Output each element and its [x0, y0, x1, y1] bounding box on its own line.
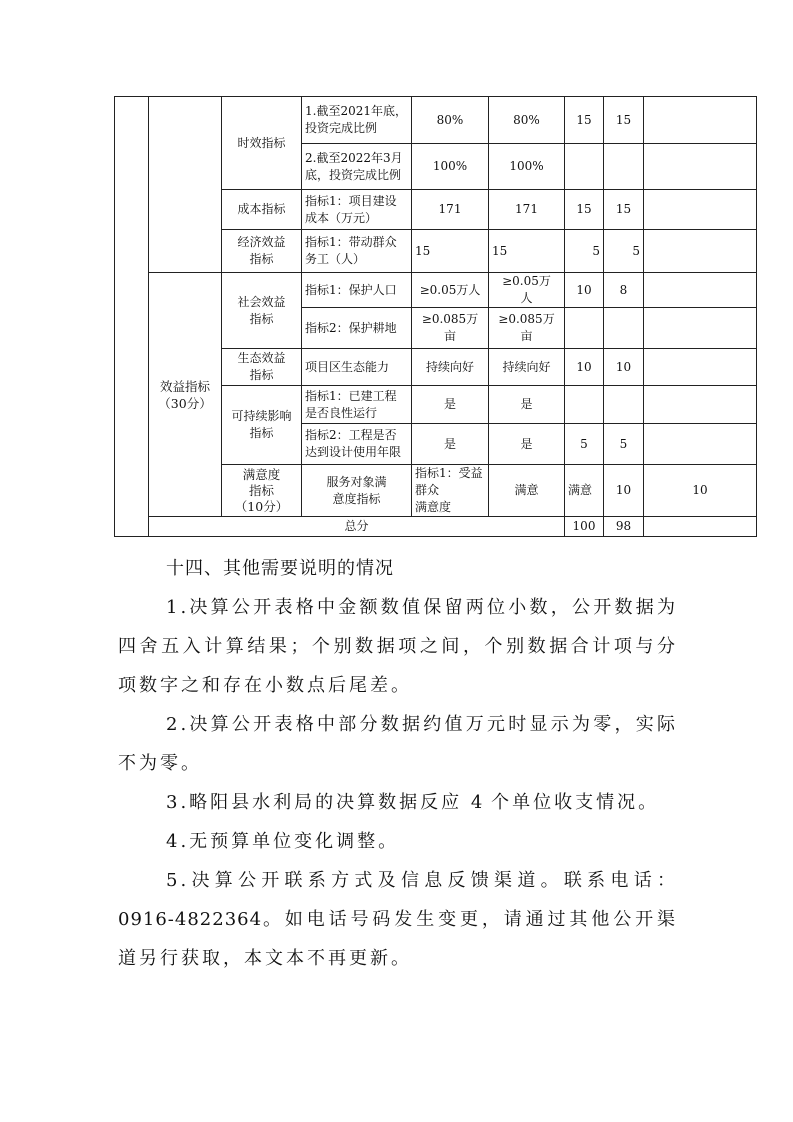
- target-value: 171: [412, 190, 489, 230]
- note-paragraph: [118, 861, 678, 978]
- target-value: ≥0.085万 亩: [412, 308, 489, 349]
- indicator-name: 指标1：保护人口: [302, 273, 412, 308]
- actual-value: 是: [489, 386, 565, 424]
- score-value: 5: [604, 230, 644, 273]
- actual-value: 100%: [489, 144, 565, 190]
- indicator-name: 指标1：带动群众 务工（人）: [302, 230, 412, 273]
- indicator-name: 指标1：已建工程 是否良性运行: [302, 386, 412, 424]
- satisfaction-group: 满意度 指标 （10分）: [222, 465, 302, 517]
- score-value: [604, 386, 644, 424]
- note-text: 。如电话号码发生变更，请通过其他公开渠道另行获取，本文本不再更新。: [118, 909, 678, 969]
- actual-value: 是: [489, 424, 565, 465]
- weight-value: 10: [565, 273, 604, 308]
- actual-value: 满意: [565, 465, 604, 517]
- performance-table: [114, 96, 757, 537]
- weight-value: 10: [604, 465, 644, 517]
- note-text: 个单位收支情况。: [491, 792, 660, 813]
- table-cell: [644, 190, 757, 230]
- indicator-category: 经济效益 指标: [222, 230, 302, 273]
- score-value: 15: [604, 190, 644, 230]
- indicator-name: 指标1：项目建设 成本（万元）: [302, 190, 412, 230]
- total-row: [115, 517, 757, 537]
- efficiency-group: 效益指标 （30分）: [149, 273, 222, 517]
- target-value: ≥0.05万人: [412, 273, 489, 308]
- weight-value: 5: [565, 424, 604, 465]
- table-row: [115, 97, 757, 144]
- target-value: 是: [412, 386, 489, 424]
- table-row: [115, 273, 757, 308]
- indicator-name: 项目区生态能力: [302, 349, 412, 386]
- weight-value: [565, 308, 604, 349]
- total-score: 98: [604, 517, 644, 537]
- weight-value: 15: [565, 97, 604, 144]
- weight-value: 10: [565, 349, 604, 386]
- table-cell: [115, 97, 149, 537]
- total-label: 总分: [149, 517, 565, 537]
- indicator-category: 可持续影响 指标: [222, 386, 302, 465]
- table-cell: [644, 144, 757, 190]
- section-heading: 十四、其他需要说明的情况: [166, 558, 394, 579]
- target-value: 持续向好: [412, 349, 489, 386]
- note-text: 3.略阳县水利局的决算数据反应: [166, 792, 463, 813]
- indicator-category: 服务对象满 意度指标: [302, 465, 412, 517]
- indicator-category: 社会效益 指标: [222, 273, 302, 349]
- table-cell: [644, 424, 757, 465]
- table-cell: [644, 517, 757, 537]
- score-value: 15: [604, 97, 644, 144]
- table-cell: [149, 97, 222, 273]
- score-value: [604, 144, 644, 190]
- table-cell: [644, 230, 757, 273]
- table-cell: [644, 349, 757, 386]
- phone-number: 0916-4822364: [118, 909, 263, 930]
- table-cell: [644, 308, 757, 349]
- weight-value: 15: [565, 190, 604, 230]
- note-paragraph: 2.决算公开表格中部分数据约值万元时显示为零，实际不为零。: [118, 714, 678, 774]
- indicator-category: 成本指标: [222, 190, 302, 230]
- notes-section: [118, 549, 678, 978]
- weight-value: [565, 144, 604, 190]
- note-number: 4: [470, 792, 483, 813]
- target-value: 15: [412, 230, 489, 273]
- indicator-name: 指标2：保护耕地: [302, 308, 412, 349]
- indicator-category: 时效指标: [222, 97, 302, 190]
- target-value: 80%: [412, 97, 489, 144]
- note-paragraph: [118, 783, 678, 822]
- table-cell: [644, 273, 757, 308]
- target-value: 是: [412, 424, 489, 465]
- table-cell: [644, 97, 757, 144]
- score-value: [604, 308, 644, 349]
- indicator-name: 指标1：受益群众 满意度: [412, 465, 489, 517]
- actual-value: 持续向好: [489, 349, 565, 386]
- score-value: 5: [604, 424, 644, 465]
- score-value: 10: [604, 349, 644, 386]
- actual-value: ≥0.05万 人: [489, 273, 565, 308]
- note-paragraph: 1.决算公开表格中金额数值保留两位小数，公开数据为四舍五入计算结果；个别数据项之间，个别数据合计项与分项数字之和存在小数点后尾差。: [118, 597, 678, 696]
- indicator-name: 2.截至2022年3月 底，投资完成比例: [302, 144, 412, 190]
- score-value: 8: [604, 273, 644, 308]
- target-value: 满意: [489, 465, 565, 517]
- actual-value: ≥0.085万 亩: [489, 308, 565, 349]
- actual-value: 80%: [489, 97, 565, 144]
- indicator-name: 1.截至2021年底， 投资完成比例: [302, 97, 412, 144]
- target-value: 100%: [412, 144, 489, 190]
- note-paragraph: 4.无预算单位变化调整。: [166, 831, 400, 852]
- table-cell: [644, 386, 757, 424]
- score-value: 10: [644, 465, 757, 517]
- total-weight: 100: [565, 517, 604, 537]
- note-text: 5.决算公开联系方式及信息反馈渠道。联系电话：: [166, 870, 678, 891]
- weight-value: [565, 386, 604, 424]
- indicator-name: 指标2：工程是否 达到设计使用年限: [302, 424, 412, 465]
- actual-value: 15: [489, 230, 565, 273]
- weight-value: 5: [565, 230, 604, 273]
- indicator-category: 生态效益 指标: [222, 349, 302, 386]
- actual-value: 171: [489, 190, 565, 230]
